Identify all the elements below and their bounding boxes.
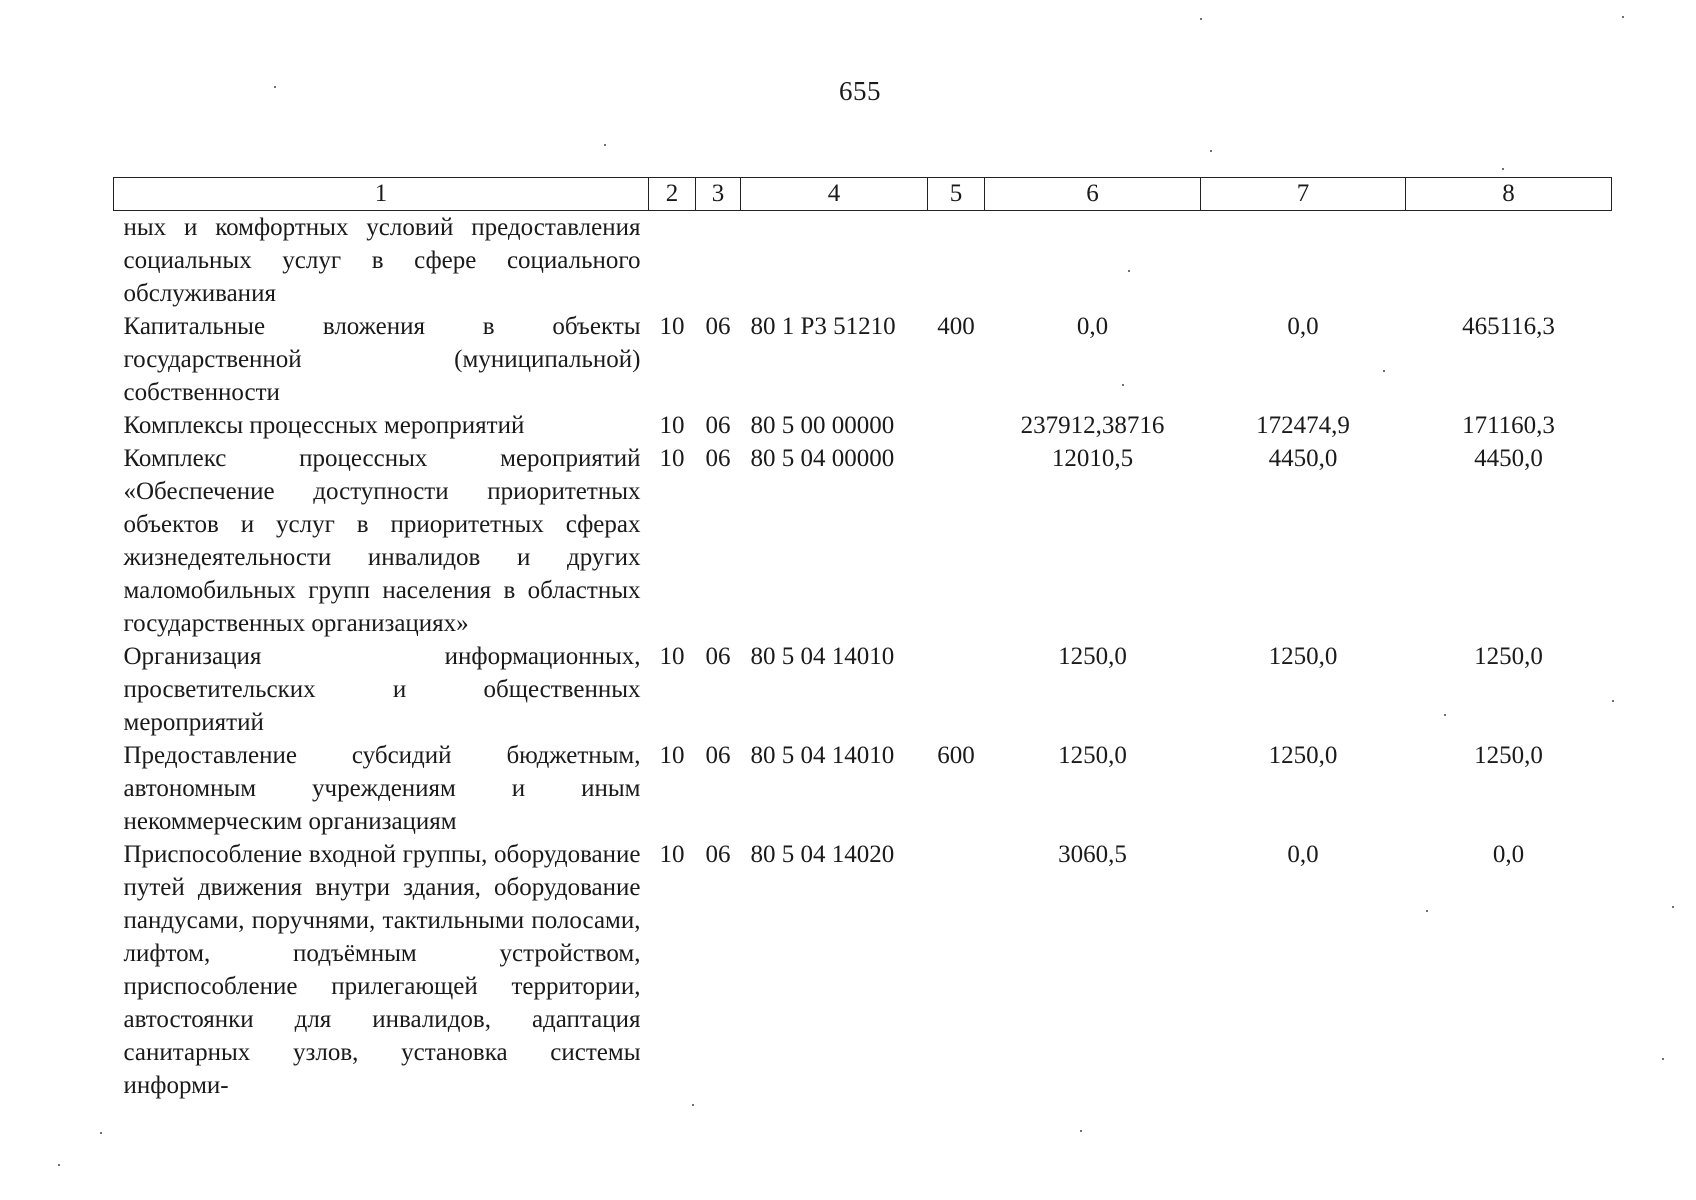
row-subsection-code [696, 211, 741, 311]
row-amount-col8: 171160,3 [1462, 412, 1555, 439]
column-header: 1 [114, 178, 649, 211]
scan-speck [1662, 1058, 1664, 1060]
row-amount-col8: 0,0 [1492, 841, 1525, 868]
column-header: 3 [696, 178, 741, 211]
row-name: Организация информационных, просветительских и общественных мероприятий [123, 643, 641, 736]
page-number: 655 [839, 76, 881, 106]
row-target-article-code: 80 5 00 00000 [750, 412, 895, 439]
column-header: 8 [1406, 178, 1612, 211]
row-amount-col6: 1250,0 [1058, 742, 1127, 769]
table-row [114, 211, 1612, 311]
column-header: 5 [928, 178, 985, 211]
table-row [114, 310, 1612, 409]
column-header: 2 [649, 178, 696, 211]
row-target-article-code [741, 211, 928, 311]
row-amount-col7: 0,0 [1287, 841, 1319, 868]
row-target-article-code: 80 5 04 14010 [750, 643, 895, 670]
scan-speck [604, 144, 606, 146]
row-amount-col8 [1406, 211, 1612, 311]
scan-speck [1622, 16, 1624, 18]
row-name: Комплекс процессных мероприятий «Обеспечение доступности приоритетных объектов и услуг в приоритетных сферах жизнедеятельности инвалидов и других маломобильных групп населения в областных государственных организациях» [123, 445, 641, 637]
column-number-header-row [114, 178, 1612, 211]
row-amount-col6: 1250,0 [1058, 643, 1127, 670]
scan-speck [274, 86, 276, 88]
row-expense-type-code: 400 [937, 313, 975, 340]
row-subsection-code: 06 [705, 412, 731, 439]
row-name: Комплексы процессных мероприятий [123, 412, 525, 439]
row-expense-type-code [928, 640, 985, 739]
row-expense-type-code [928, 409, 985, 442]
row-section-code: 10 [659, 841, 685, 868]
scan-speck [1080, 1130, 1082, 1132]
row-target-article-code: 80 5 04 14020 [750, 841, 895, 868]
table-row [114, 739, 1612, 838]
row-amount-col6 [985, 211, 1201, 311]
scan-speck [1612, 700, 1614, 702]
row-expense-type-code [928, 211, 985, 311]
row-amount-col7: 4450,0 [1268, 445, 1338, 472]
row-name: ных и комфортных условий предоставления социальных услуг в сфере социального обслуживания [123, 214, 641, 307]
row-name: Приспособление входной группы, оборудование путей движения внутри здания, оборудование пандусами, поручнями, тактильными полосами, лифтом, подъёмным устройством, приспособление прилегающей территории, автостоянки для инвалидов, адаптация санитарных узлов, установка системы информи- [123, 841, 641, 1099]
budget-table [113, 177, 1612, 1102]
row-subsection-code: 06 [705, 445, 731, 472]
row-amount-col8: 1250,0 [1474, 643, 1543, 670]
row-expense-type-code: 600 [937, 742, 975, 769]
row-section-code: 10 [659, 412, 685, 439]
row-name: Предоставление субсидий бюджетным, автономным учреждениям и иным некоммерческим организациям [123, 742, 641, 835]
row-expense-type-code [928, 442, 985, 640]
row-amount-col7: 0,0 [1287, 313, 1319, 340]
row-amount-col8: 4450,0 [1474, 445, 1543, 472]
row-target-article-code: 80 5 04 14010 [750, 742, 895, 769]
row-amount-col6: 12010,5 [1051, 445, 1134, 472]
scan-speck [1502, 168, 1504, 170]
row-amount-col6: 237912,38716 [1020, 412, 1165, 439]
scan-speck [1444, 714, 1446, 716]
table-row [114, 409, 1612, 442]
scan-speck [1426, 910, 1428, 912]
scan-speck [1122, 384, 1124, 386]
row-amount-col7 [1201, 211, 1406, 311]
scan-speck [1128, 270, 1130, 272]
column-header: 6 [985, 178, 1201, 211]
row-amount-col7: 1250,0 [1268, 742, 1338, 769]
row-target-article-code: 80 5 04 00000 [750, 445, 895, 472]
scan-speck [1672, 906, 1674, 908]
row-subsection-code: 06 [705, 643, 731, 670]
table-row [114, 640, 1612, 739]
row-amount-col8: 465116,3 [1462, 313, 1555, 340]
table-row [114, 838, 1612, 1102]
row-section-code: 10 [659, 313, 685, 340]
row-expense-type-code [928, 838, 985, 1102]
row-amount-col6: 0,0 [1076, 313, 1109, 340]
row-subsection-code: 06 [705, 313, 731, 340]
column-header: 4 [741, 178, 928, 211]
table-row [114, 442, 1612, 640]
scan-speck [1200, 18, 1202, 20]
scan-speck [692, 1104, 694, 1106]
row-amount-col7: 172474,9 [1256, 412, 1350, 439]
row-name: Капитальные вложения в объекты государственной (муниципальной) собственности [123, 313, 641, 406]
row-section-code: 10 [659, 643, 685, 670]
column-header: 7 [1201, 178, 1406, 211]
row-subsection-code: 06 [705, 742, 731, 769]
scan-speck [58, 1164, 60, 1166]
scan-speck [1383, 370, 1385, 372]
row-section-code [649, 211, 696, 311]
row-amount-col6: 3060,5 [1058, 841, 1127, 868]
scan-speck [100, 1132, 102, 1134]
row-section-code: 10 [659, 445, 685, 472]
scan-speck [1210, 150, 1212, 152]
row-subsection-code: 06 [705, 841, 731, 868]
row-amount-col7: 1250,0 [1268, 643, 1338, 670]
row-section-code: 10 [659, 742, 685, 769]
row-amount-col8: 1250,0 [1474, 742, 1543, 769]
row-target-article-code: 80 1 Р3 51210 [750, 313, 896, 340]
